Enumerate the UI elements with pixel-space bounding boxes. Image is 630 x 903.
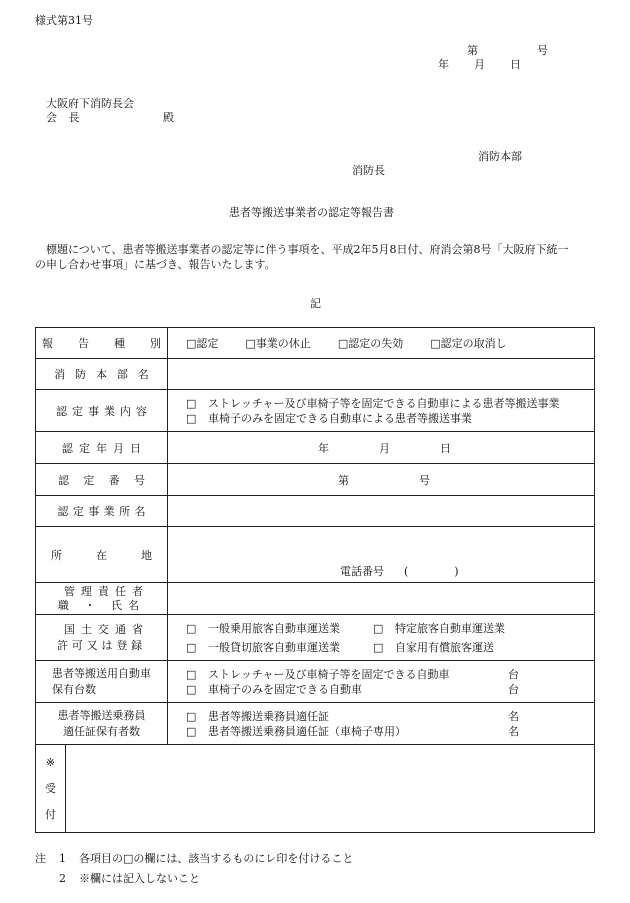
opt-lapse: 認定の失効 (348, 337, 404, 350)
note-1-label: 注 (35, 852, 46, 865)
receipt-char-2: 付 (45, 807, 56, 821)
doc-title: 患者等搬送事業者の認定等報告書 (229, 206, 394, 219)
checkbox-suspension[interactable]: □ (245, 337, 256, 350)
note-1-text: 各項目の□の欄には、該当するものにレ印を付けること (79, 852, 354, 865)
row-office (36, 496, 595, 527)
row-location (36, 527, 595, 583)
checkbox-mlit-2[interactable]: □ (373, 621, 384, 635)
label-vehicles-1: 患者等搬送用自動車 (52, 666, 151, 680)
label-hq-name: 消防本部名 (54, 368, 159, 381)
cert-day: 日 (440, 441, 451, 455)
phone-paren-close: ) (454, 565, 459, 578)
opt-suspension: 事業の休止 (255, 337, 311, 350)
field-receipt (66, 745, 595, 833)
phone-label: 電話番号 (340, 565, 384, 578)
label-service: 認定事業内容 (56, 404, 152, 418)
phone-paren-open: ( (404, 565, 409, 578)
row-hq-name (36, 359, 595, 390)
row-report-type (36, 328, 595, 359)
opt-service-1: ストレッチャー及び車椅子等を固定できる自動車による患者等搬送事業 (208, 396, 560, 410)
doc-number-dai: 第 (467, 44, 478, 57)
checkbox-service-1[interactable]: □ (186, 396, 197, 410)
receipt-char-1: 受 (45, 781, 56, 795)
label-vehicles-2: 保有台数 (52, 682, 96, 696)
row-cert-no (36, 464, 595, 496)
label-cert-no: 認定番号 (58, 473, 160, 487)
note-1 (35, 849, 353, 869)
label-report-type: 報 告 種 別 (42, 337, 161, 350)
row-cert-date (36, 432, 595, 464)
checkbox-revocation[interactable]: □ (430, 337, 441, 350)
note-1-num: 1 (59, 852, 66, 865)
sender-hq: 消防本部 (478, 150, 522, 163)
row-mlit (36, 615, 595, 661)
label-staff-2: 適任証保有者数 (63, 724, 140, 738)
date-day: 日 (510, 58, 521, 71)
checkbox-staff-2[interactable]: □ (186, 724, 197, 738)
report-form-table (35, 327, 595, 833)
note-2 (35, 869, 353, 889)
row-receipt (36, 745, 595, 833)
date-year: 年 (438, 58, 449, 71)
opt-mlit-4: 自家用有償旅客運送 (395, 640, 494, 654)
field-cert-no[interactable] (168, 464, 595, 496)
notes (35, 849, 353, 889)
label-mlit-2: 許可又は登録 (56, 638, 147, 652)
opt-staff-1: 患者等搬送乗務員適任証 (208, 709, 329, 723)
cert-no-dai: 第 (338, 473, 349, 487)
label-cert-date: 認定年月日 (61, 441, 148, 455)
date-month: 月 (474, 58, 485, 71)
field-manager[interactable] (168, 583, 595, 615)
vehicle-1-unit: 台 (508, 667, 519, 681)
label-mlit-1: 国土交通省 (63, 622, 150, 636)
opt-vehicle-1: ストレッチャー及び車椅子等を固定できる自動車 (208, 667, 450, 681)
label-manager-2: 職 ・ 氏名 (57, 598, 146, 612)
opt-service-2: 車椅子のみを固定できる自動車による患者等搬送事業 (208, 411, 472, 425)
sender-chief: 消防長 (352, 164, 385, 177)
field-office[interactable] (168, 496, 595, 527)
note-2-text: ※欄には記入しないこと (79, 872, 200, 885)
addressee-title: 会 長 (46, 111, 84, 124)
checkbox-mlit-3[interactable]: □ (186, 640, 197, 654)
field-location[interactable] (168, 527, 595, 583)
row-service (36, 390, 595, 432)
ki-heading: 記 (310, 297, 321, 310)
label-staff-1: 患者等搬送乗務員 (57, 708, 146, 722)
checkbox-staff-1[interactable]: □ (186, 709, 197, 723)
opt-staff-2: 患者等搬送乗務員適任証（車椅子専用） (208, 724, 406, 738)
label-location: 所 在 地 (51, 548, 152, 562)
cert-year: 年 (318, 441, 329, 455)
opt-mlit-1: 一般乗用旅客自動車運送業 (208, 621, 340, 635)
opt-revocation: 認定の取消し (440, 337, 507, 350)
checkbox-vehicle-2[interactable]: □ (186, 682, 197, 696)
checkbox-mlit-1[interactable]: □ (186, 621, 197, 635)
receipt-mark: ※ (45, 755, 56, 769)
checkbox-service-2[interactable]: □ (186, 411, 197, 425)
doc-number-go: 号 (537, 44, 548, 57)
checkbox-lapse[interactable]: □ (337, 337, 349, 350)
intro-line-1: 標題について、患者等搬送事業者の認定等に伴う事項を、平成2年5月8日付、府消会第8号「大阪府下統一 (46, 243, 569, 256)
cert-month: 月 (379, 441, 390, 455)
opt-mlit-2: 特定旅客自動車運送業 (395, 621, 505, 635)
cert-no-go: 号 (419, 473, 430, 487)
row-vehicles (36, 661, 595, 703)
row-manager (36, 583, 595, 615)
field-hq-name[interactable] (168, 359, 595, 390)
intro-line-2: の申し合わせ事項」に基づき、報告いたします。 (35, 258, 276, 271)
note-2-num: 2 (59, 872, 66, 885)
addressee-honorific: 殿 (163, 111, 174, 124)
opt-mlit-3: 一般貸切旅客自動車運送業 (208, 640, 340, 654)
opt-cert: 認定 (196, 337, 219, 350)
label-office: 認定事業所名 (57, 505, 150, 518)
checkbox-vehicle-1[interactable]: □ (186, 667, 197, 681)
form-number: 様式第31号 (35, 14, 93, 27)
field-cert-date[interactable] (168, 432, 595, 464)
row-staff (36, 703, 595, 745)
checkbox-cert[interactable]: □ (186, 337, 197, 350)
label-manager-1: 管理責任者 (63, 584, 150, 598)
staff-1-unit: 名 (508, 709, 519, 723)
opt-vehicle-2: 車椅子のみを固定できる自動車 (208, 682, 362, 696)
checkbox-mlit-4[interactable]: □ (373, 640, 384, 654)
addressee-org: 大阪府下消防長会 (46, 97, 134, 110)
staff-2-unit: 名 (508, 724, 519, 738)
vehicle-2-unit: 台 (508, 682, 519, 696)
